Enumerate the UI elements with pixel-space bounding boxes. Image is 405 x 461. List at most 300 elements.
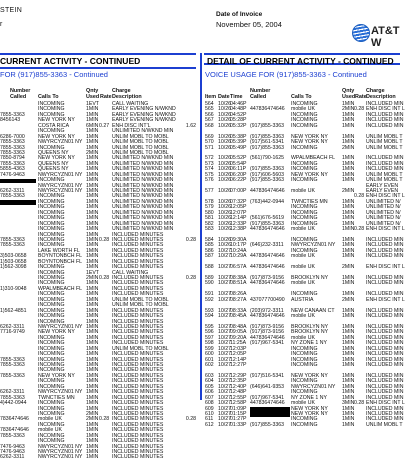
item-cell: 587 — [205, 253, 214, 260]
calls-to-cell: NWYRCYZN01 NY — [38, 188, 83, 194]
calls-to-cell: INCOMING — [38, 198, 65, 205]
date-cell: 10/27 — [218, 323, 231, 330]
qnty-cell: 2MIN — [86, 416, 99, 423]
item-cell: 576 — [205, 177, 214, 184]
calls-to-cell: INCOMING — [291, 117, 318, 124]
date-cell: 10/26 — [218, 220, 231, 227]
calls-to-cell: WPALMBEACH FL — [38, 285, 83, 292]
calls-to-cell: mobile UK — [291, 253, 315, 260]
calls-to-cell: NEW YORK NY — [38, 329, 75, 336]
qnty-cell: 1EVT — [86, 101, 99, 107]
qnty-cell: 1MIN — [86, 264, 99, 271]
date-cell: 10/26 — [218, 209, 231, 216]
item-cell: 567 — [205, 117, 214, 124]
calls-to-cell: NEW YORK NY — [38, 372, 75, 379]
charge-description-cell: UNLIMITED N/WKND MIN — [112, 193, 174, 200]
charge-description-cell: UNLIM MOBL TO MOBL — [112, 139, 169, 146]
number-called-cell: 447836474646 — [250, 264, 285, 271]
rate-cell: 0.28 — [354, 106, 365, 113]
date-cell: 10/26 — [218, 111, 231, 118]
time-cell: 08:26A — [230, 291, 247, 298]
number-called-cell: (917)855-3363 — [250, 133, 285, 140]
number-called-cell: (917)855-3363 — [250, 122, 285, 129]
calls-to-cell: mobile UK — [291, 106, 315, 113]
number-called-cell: (561)676-5619 — [250, 215, 285, 222]
qnty-cell: 1MIN — [86, 367, 99, 374]
time-cell: 04:46P — [230, 101, 247, 107]
qnty-cell: 2MIN — [342, 264, 355, 271]
qnty-cell: 1MIN — [342, 215, 355, 222]
calls-to-cell: INCOMING — [38, 101, 65, 107]
qnty-cell: 1MIN — [86, 182, 99, 189]
calls-to-cell: INCOMING — [38, 356, 65, 363]
qnty-cell: 1MIN — [86, 144, 99, 151]
charge-description-cell: EARLY EVENING N/WKND — [112, 111, 176, 118]
charge-description-cell: INCLUDED MINUTES — [112, 231, 164, 238]
number-called-cell: 7850-8794 — [0, 155, 25, 162]
calls-to-cell: mobile UK — [291, 188, 315, 194]
charge-description-cell: UNLIM MOBL TO MOBL — [112, 345, 169, 352]
calls-to-cell: INCOMING — [291, 177, 318, 184]
qnty-cell: 1MIN — [342, 226, 355, 233]
charge-description-cell: INCLUDED MIN — [366, 166, 404, 173]
calls-to-cell: NEW YORK NY — [291, 372, 328, 379]
charge-description-cell: INCLUDED MIN — [366, 291, 404, 298]
charge-description-cell: INCLUDED MIN — [366, 389, 404, 396]
qnty-cell: 1MIN — [86, 247, 99, 254]
time-cell: 09:20A — [230, 334, 247, 341]
charge-description-cell: INCLUDED MIN — [366, 378, 404, 385]
number-called-cell: 6262-3311 — [0, 454, 25, 461]
qnty-cell: 2MIN — [86, 149, 99, 156]
calls-to-cell: INCOMING — [38, 106, 65, 113]
number-called-cell: 7716-9749 — [0, 329, 25, 336]
qnty-cell: 1MIN — [342, 111, 355, 118]
number-called-cell: (917)855-3363 — [250, 421, 285, 428]
qnty-cell: 1MIN — [342, 209, 355, 216]
col-charge-description: Charge Description — [112, 88, 142, 100]
number-called-cell: 7855-3363 — [0, 236, 25, 243]
number-called-cell: 7476-9463 — [0, 443, 25, 450]
charge-description-cell: INCLUDED MIN — [366, 307, 404, 314]
qnty-cell: 1MIN — [342, 334, 355, 341]
time-cell: 10:24A — [230, 247, 247, 254]
charge-description-cell: INCLUDED MINUTES — [112, 427, 164, 434]
number-called-cell: 447836474646 — [250, 226, 285, 233]
qnty-cell: 1MIN — [86, 443, 99, 450]
number-called-cell: (646)232-3311 — [250, 242, 284, 249]
item-cell: 571 — [205, 144, 214, 151]
calls-to-cell: INCOMING — [291, 247, 318, 254]
number-called-cell: (203)972-3311 — [250, 307, 284, 314]
date-cell: 10/26 — [218, 204, 231, 211]
rate-cell: 0.27 — [99, 122, 110, 129]
charge-description-cell: UNLIMITED N/WKND MIN — [112, 177, 174, 184]
calls-to-cell: LAKE WORTH FL — [38, 247, 80, 254]
calls-to-cell: NWYRCYZN01 NY — [38, 171, 83, 178]
charge-description-cell: UNLIMITED N/WKND MIN — [112, 182, 174, 189]
calls-to-cell: QUEENS NY — [38, 160, 69, 167]
item-cell: 610 — [205, 410, 214, 417]
time-cell: 12:05P — [230, 204, 247, 211]
charge-description-cell: INCLUDED MINUTES — [112, 410, 164, 417]
item-cell: 599 — [205, 345, 214, 352]
calls-to-cell: INCOMING — [38, 345, 65, 352]
charge-description-cell: INCLUDED MINUTES — [112, 454, 164, 461]
qnty-cell: 1MIN — [342, 394, 355, 401]
number-called-cell: (917)855-3363 — [250, 144, 285, 151]
charge-description-cell: UNLIMITED N/ — [366, 215, 401, 222]
charge-description-cell: INCLUDED MIN — [366, 253, 404, 260]
item-cell: 585 — [205, 242, 214, 249]
calls-to-cell: INCOMING — [38, 362, 65, 368]
item-cell: 596 — [205, 329, 214, 336]
number-called-cell: 447836474646 — [250, 106, 285, 113]
qnty-cell: 1MIN — [86, 188, 99, 194]
item-cell: 607 — [205, 394, 214, 401]
date-cell: 10/26 — [218, 236, 231, 243]
number-called-cell: 447836474646 — [250, 280, 285, 287]
charge-description-cell: UNLIMITED N/WKND MIN — [112, 155, 174, 162]
date-cell: 10/27 — [218, 307, 231, 314]
calls-to-cell: INCOMING — [38, 291, 65, 298]
table-row — [205, 423, 401, 428]
number-called-cell: 1)562-3098 — [0, 264, 27, 271]
number-called-cell: (561)790-1625 — [250, 155, 285, 162]
date-cell: 10/27 — [218, 247, 231, 254]
charge-description-cell: INCLUDED MINUTES — [112, 432, 164, 439]
time-cell: 12:40P — [230, 383, 247, 390]
charge-description-cell: EARLY EVEN — [366, 182, 399, 189]
calls-to-cell: NEW CANAAN CT — [291, 307, 335, 314]
time-cell: 05:28P — [230, 117, 247, 124]
calls-to-cell: NWYRCYZN01 NY — [38, 323, 83, 330]
item-cell: 570 — [205, 139, 214, 146]
qnty-cell: 2MIN — [342, 144, 355, 151]
col-qnty-used: Qnty Used — [342, 88, 356, 100]
calls-to-cell: NY ZONE 1 NY — [291, 394, 327, 401]
number-called-cell: 7855-3363 — [0, 144, 25, 151]
qnty-cell: 1MIN — [86, 291, 99, 298]
charge-description-cell: INCLUDED MINUTES — [112, 400, 164, 407]
qnty-cell: 1MIN — [342, 253, 355, 260]
calls-to-cell: INCOMING — [291, 356, 318, 363]
date-cell: 10/27 — [218, 264, 231, 271]
qnty-cell: 1MIN — [86, 427, 99, 434]
number-called-cell: (917)967-5341 — [250, 340, 285, 347]
number-called-cell: (917)855-3363 — [250, 177, 285, 184]
charge-description-cell: INCLUDED MINUTES — [112, 356, 164, 363]
number-called-cell: 7855-3363 — [0, 193, 25, 200]
calls-to-cell: BROOKLYN NY — [291, 323, 329, 330]
calls-to-cell: INCOMING — [291, 389, 318, 396]
qnty-cell: 1MIN — [342, 421, 355, 428]
charge-description-cell: INCLUDED MINUTES — [112, 334, 164, 341]
item-cell: 592 — [205, 296, 214, 303]
calls-to-cell: INCOMING — [291, 421, 318, 428]
time-cell: 12:14P — [230, 356, 247, 363]
calls-to-cell: NY ZONE 1 NY — [291, 340, 327, 347]
calls-to-cell: WPALMBEACH FL — [291, 155, 336, 162]
number-called-cell: 7855-3363 — [0, 362, 25, 368]
charge-description-cell: INCLUDED MIN — [366, 362, 404, 368]
charge-description-cell: INCLUDED MINUTES — [112, 258, 164, 265]
number-called-cell: 447836474646 — [250, 334, 285, 341]
number-called-cell: (917)855-3363 — [250, 220, 285, 227]
calls-to-cell: INCOMING — [38, 269, 65, 276]
qnty-cell: 1MIN — [86, 285, 99, 292]
charge-description-cell: UNLIMITED N/WKND MIN — [112, 226, 174, 233]
calls-to-cell: INCOMING — [38, 340, 65, 347]
qnty-cell: 1MIN — [342, 242, 355, 249]
number-called-cell: 447836474646 — [250, 313, 285, 320]
date-cell: 10/27 — [218, 400, 231, 407]
header-name: STEIN — [0, 7, 23, 14]
charge-description-cell: INCLUDED MINUTES — [112, 405, 164, 412]
date-cell: 10/27 — [218, 394, 231, 401]
calls-to-cell: NEW YORK NY — [291, 171, 328, 178]
number-called-cell: 437077700490 — [250, 296, 285, 303]
charge-description-cell: INCLUDED MINUTES — [112, 438, 164, 445]
qnty-cell: 1MIN — [86, 215, 99, 222]
number-called-cell: 7855-3363 — [0, 111, 25, 118]
qnty-cell: 1MIN — [86, 313, 99, 320]
number-called-cell: 6286-7000 — [0, 133, 25, 140]
calls-to-cell: INCOMING — [38, 204, 65, 211]
qnty-cell: 2MIN — [86, 275, 99, 281]
charge-description-cell: INCLUDED MINUTES — [112, 383, 164, 390]
calls-to-cell: INCOMING — [38, 367, 65, 374]
calls-to-cell: NEW YORK NY — [291, 405, 328, 412]
number-called-cell: 7855-3363 — [0, 242, 25, 249]
date-cell: 10/27 — [218, 389, 231, 396]
qnty-cell: 1MIN — [86, 106, 99, 113]
qnty-cell: 1MIN — [86, 117, 99, 124]
calls-to-cell: NWYRCYZN01 NY — [38, 389, 83, 396]
date-cell: 10/27 — [218, 340, 231, 347]
charge-description-cell: UNLIMITED N/WKND MIN — [112, 220, 174, 227]
number-called-cell: 1)562-4851 — [0, 307, 27, 314]
qnty-cell: 1MIN — [86, 405, 99, 412]
date-cell: 10/26 — [218, 101, 231, 107]
qnty-cell: 3MIN — [342, 400, 355, 407]
qnty-cell: 1MIN — [86, 318, 99, 325]
number-called-cell: 6262-3311 — [0, 188, 25, 194]
charge-description-cell: EARLY EVEN — [366, 188, 399, 194]
item-cell: 564 — [205, 101, 214, 107]
qnty-cell: 1MIN — [86, 171, 99, 178]
date-cell: 10/26 — [218, 117, 231, 124]
time-cell: 01:33P — [230, 421, 247, 428]
date-cell: 10/27 — [218, 416, 231, 423]
calls-to-cell: mobile UK — [291, 313, 315, 320]
rate-cell: 0.28 — [99, 236, 110, 243]
redaction-bar — [0, 200, 36, 205]
charge-description-cell: INCLUDED MIN — [366, 372, 404, 379]
calls-to-cell: NEW YORK NY — [291, 139, 328, 146]
calls-to-cell: NWYRCYZN01 NY — [38, 454, 83, 461]
qnty-cell: 1MIN — [86, 209, 99, 216]
qnty-cell: 1MIN — [342, 139, 355, 146]
date-cell: 10/27 — [218, 329, 231, 336]
qnty-cell: 1MIN — [86, 231, 99, 238]
charge-description-cell: INCLUDED MIN — [366, 383, 404, 390]
charge-description-cell: ENH DISC INT'L — [112, 122, 151, 129]
calls-to-cell: NEW YORK NY — [38, 117, 75, 124]
qnty-cell: 1MIN — [342, 345, 355, 352]
item-cell: 580 — [205, 209, 214, 216]
date-cell: 10/27 — [218, 421, 231, 428]
qnty-cell: 1MIN — [342, 351, 355, 358]
calls-to-cell: INCOMING — [38, 177, 65, 184]
calls-to-cell: INCOMING — [38, 334, 65, 341]
number-called-cell: 6262-3311 — [0, 389, 25, 396]
item-cell: 598 — [205, 340, 214, 347]
col-rate: Rate — [355, 93, 367, 100]
rate-cell: 0.28 — [354, 193, 365, 200]
calls-to-cell: INCOMING — [291, 166, 318, 173]
item-cell: 574 — [205, 166, 214, 173]
item-cell: 591 — [205, 291, 214, 298]
number-called-cell: 1)503-0658 — [0, 258, 27, 265]
qnty-cell: 1MIN — [342, 171, 355, 178]
item-cell: 581 — [205, 215, 214, 222]
charge-description-cell: EARLY EVENING N/WKND — [112, 106, 176, 113]
item-cell: 600 — [205, 351, 214, 358]
redaction-bar — [250, 412, 290, 417]
qnty-cell: 1MIN — [86, 155, 99, 162]
qnty-cell: 1MIN — [342, 307, 355, 314]
qnty-cell: 1MIN — [86, 242, 99, 249]
qnty-cell: 1MIN — [86, 139, 99, 146]
charge-description-cell: INCLUDED MIN — [366, 410, 404, 417]
qnty-cell: 1MIN — [86, 307, 99, 314]
charge-description-cell: INCLUDED MIN — [366, 340, 404, 347]
calls-to-cell: INCOMING — [291, 351, 318, 358]
charge-description-cell: INCLUDED MINUTES — [112, 416, 164, 423]
item-cell: 568 — [205, 122, 214, 129]
qnty-cell: 1MIN — [342, 166, 355, 173]
charge-description-cell: INCLUDED MINUTES — [112, 242, 164, 249]
charge-description-cell: INCLUDED MIN — [366, 329, 404, 336]
charge-description-cell: INCLUDED MIN — [366, 345, 404, 352]
charge-description-cell: INCLUDED MINUTES — [112, 264, 164, 271]
time-cell: 04:48P — [230, 106, 247, 113]
calls-to-cell: BOYNTONBCH FL — [38, 258, 83, 265]
qnty-cell: 1MIN — [86, 432, 99, 439]
charge-description-cell: UNLIMITED N/WKND MIN — [112, 171, 174, 178]
qnty-cell: 1MIN — [86, 394, 99, 401]
qnty-cell: 1MIN — [342, 101, 355, 107]
calls-to-cell: NWYRCYZN01 NY — [38, 139, 83, 146]
qnty-cell: 1MIN — [342, 204, 355, 211]
date-cell: 10/27 — [218, 253, 231, 260]
date-cell: 10/27 — [218, 280, 231, 287]
calls-to-cell: INCOMING — [291, 160, 318, 167]
qnty-cell: 1MIN — [86, 362, 99, 368]
item-cell: 606 — [205, 389, 214, 396]
date-cell: 10/27 — [218, 383, 231, 390]
calls-to-cell: INCOMING — [291, 101, 318, 107]
qnty-cell: 1MIN — [86, 438, 99, 445]
time-cell: 01:27P — [230, 416, 247, 423]
date-cell: 10/26 — [218, 144, 231, 151]
qnty-cell: 1MIN — [86, 236, 99, 243]
qnty-cell: 1MIN — [86, 378, 99, 385]
item-cell: 601 — [205, 356, 214, 363]
calls-to-cell: INCOMING — [38, 144, 65, 151]
rate-cell: 0.28 — [99, 416, 110, 423]
date-cell: 10/26 — [218, 188, 231, 194]
qnty-cell: 1MIN — [342, 372, 355, 379]
calls-to-cell: mobile UK — [38, 416, 62, 423]
number-called-cell: 3)503-0658 — [0, 253, 27, 260]
charge-description-cell: INCLUDED MIN — [366, 155, 404, 162]
charge-description-cell: UNLIM MOBL T — [366, 177, 403, 184]
charge-description-cell: UNLIMITED N/WKND MIN — [112, 160, 174, 167]
calls-to-cell: INCOMING — [38, 313, 65, 320]
item-cell: 579 — [205, 204, 214, 211]
qnty-cell: 1MIN — [342, 383, 355, 390]
amount-cell: 0.28 — [185, 275, 196, 281]
calls-to-cell: AUSTRIA — [291, 296, 314, 303]
charge-description-cell: INCLUDED MIN — [366, 111, 404, 118]
time-cell: 05:49P — [230, 144, 247, 151]
number-called-cell: (917)873-9156 — [250, 275, 285, 281]
time-cell: 12:38P — [230, 226, 247, 233]
item-cell: 609 — [205, 405, 214, 412]
time-cell: 06:11P — [230, 166, 247, 173]
invoice-date-label: Date of Invoice — [216, 11, 263, 18]
charge-description-cell: UNLIMITED N/ — [366, 220, 401, 227]
date-cell: 10/27 — [218, 351, 231, 358]
charge-description-cell: INCLUDED MINUTES — [112, 323, 164, 330]
time-cell: 11:25A — [230, 340, 247, 347]
calls-to-cell: INCOMING — [38, 296, 65, 303]
qnty-cell: 1MIN — [342, 389, 355, 396]
calls-to-cell: INCOMING — [38, 421, 65, 428]
qnty-cell: 2MIN — [86, 410, 99, 417]
qnty-cell: 1MIN — [342, 133, 355, 140]
item-cell: 586 — [205, 247, 214, 254]
charge-description-cell: INCLUDED MIN — [366, 280, 404, 287]
item-cell: 582 — [205, 220, 214, 227]
qnty-cell: 1MIN — [86, 302, 99, 309]
charge-description-cell: UNLIM MOBL T — [366, 139, 403, 146]
calls-to-cell: mobile UK — [38, 427, 62, 434]
charge-description-cell: INCLUDED MINUTES — [112, 236, 164, 243]
number-called-cell: 7855-3363 — [0, 356, 25, 363]
number-called-cell: (917)561-5341 — [250, 139, 285, 146]
charge-description-cell: INCLUDED MINUTES — [112, 372, 164, 379]
charge-description-cell: UNLIM MOBL TO MOBL — [112, 302, 169, 309]
qnty-cell: 1MIN — [86, 389, 99, 396]
calls-to-cell: NWYRCYZN01 NY — [291, 242, 336, 249]
calls-to-cell: mobile UK — [291, 280, 315, 287]
qnty-cell: 1MIN — [342, 247, 355, 254]
left-section-subtitle: FOR (917)855-3363 - Continued — [0, 70, 108, 79]
time-cell: 12:07P — [230, 209, 247, 216]
calls-to-cell: mobile UK — [291, 226, 315, 233]
number-called-cell: (917)855-3363 — [250, 166, 285, 173]
date-cell: 10/27 — [218, 313, 231, 320]
number-called-cell: (917)873-9156 — [250, 329, 285, 336]
qnty-cell: 1MIN — [86, 220, 99, 227]
qnty-cell: 1MIN — [342, 122, 355, 129]
calls-to-cell: INCOMING — [38, 220, 65, 227]
charge-description-cell: INCLUDED MINUTES — [112, 285, 164, 292]
charge-description-cell: INCLUDED MINUTES — [112, 280, 164, 287]
